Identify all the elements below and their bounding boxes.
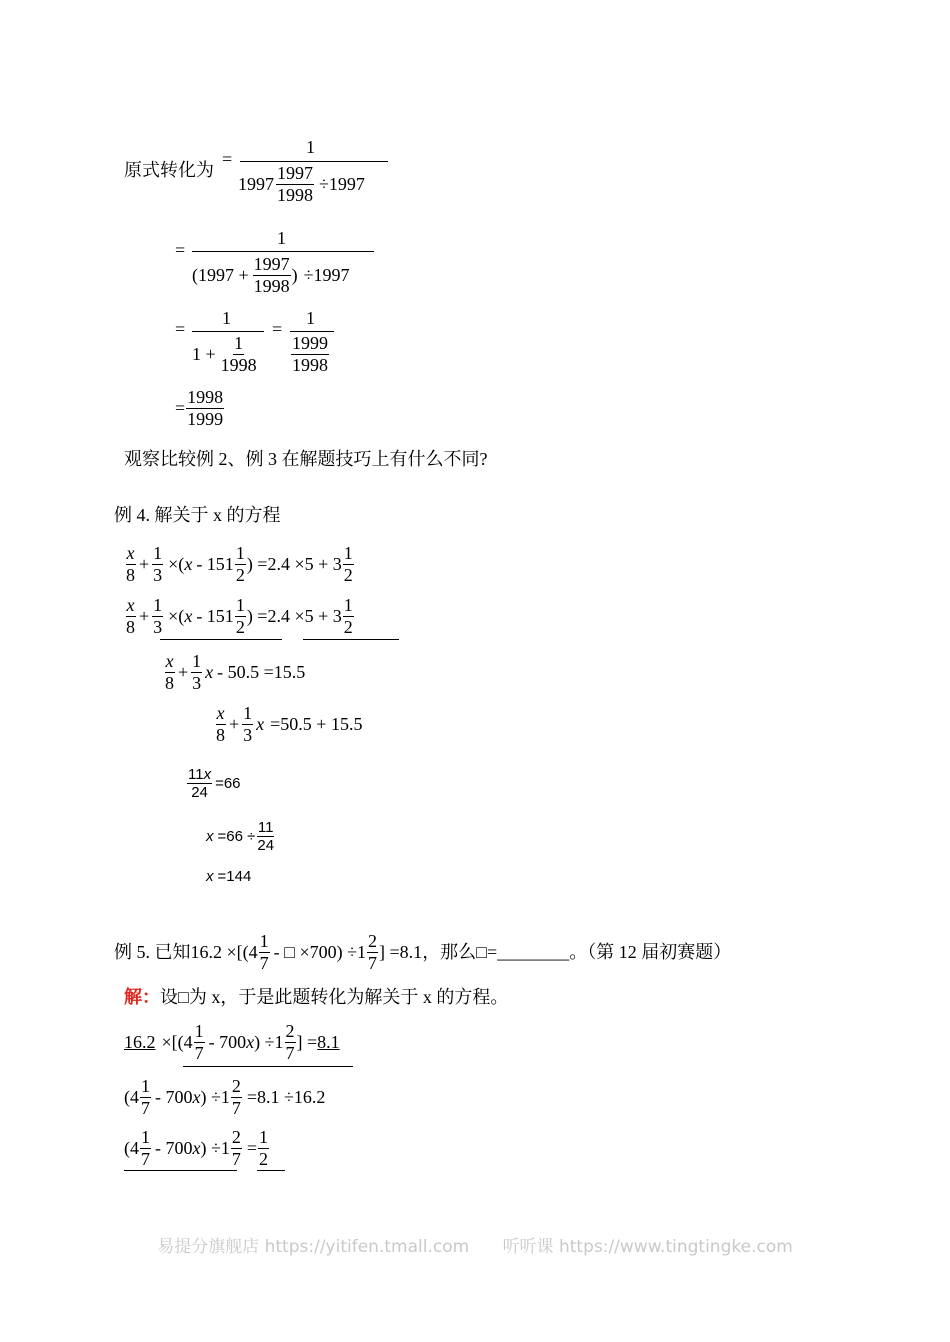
frac-11-24: $\frac{11}{24}$ xyxy=(257,819,275,855)
ex3-f4-denominator xyxy=(290,333,330,375)
frac-1-3: $\frac{1}{3}$ xyxy=(192,651,202,693)
footer-shop-2: 听听课 https://www.tingtingke.com xyxy=(502,1237,793,1257)
ex3-f3-numerator: 1 xyxy=(222,308,231,328)
frac-11x-24: $\frac{11x}{24}$ xyxy=(188,766,212,802)
ex5-underline-bracket xyxy=(183,1066,353,1067)
frac-1-2: $\frac{1}{2}$ xyxy=(259,1127,269,1169)
ex3-f4-bar xyxy=(290,331,334,332)
frac-1999-1998: $\frac{1999}{1998}$ xyxy=(292,333,328,375)
ex3-eq-4: = xyxy=(272,319,283,339)
ex4-line-4: $\frac{x}{8}$ + $\frac{1}{3}$ x =50.5 + 15.5 xyxy=(216,703,363,745)
ex5-line-3: (4 $\frac{1}{7}$ - 700 x ) ÷1 $\frac{2}{7}$ = $\frac{1}{2}$ xyxy=(124,1127,269,1169)
frac-x-8: $\frac{x}{8}$ xyxy=(165,651,174,693)
ex5-underline-right xyxy=(257,1170,285,1171)
ex3-f2-numerator: 1 xyxy=(277,228,286,248)
ex3-f1-denominator xyxy=(238,163,365,205)
frac-1-2: $\frac{1}{2}$ xyxy=(343,543,353,585)
ex3-f4-numerator: 1 xyxy=(306,308,315,328)
whole-1997: 1997 xyxy=(238,174,274,195)
frac-1-7: $\frac{1}{7}$ xyxy=(194,1021,204,1063)
ex5-solution: 解：设□为 x，于是此题转化为解关于 x 的方程。 xyxy=(124,987,509,1007)
frac-1-1998: $\frac{1}{1998}$ xyxy=(220,333,257,375)
ex5-underline-left xyxy=(124,1170,237,1171)
frac-2-7: $\frac{2}{7}$ xyxy=(231,1076,241,1118)
ex3-f3-bar xyxy=(192,331,264,332)
ex4-line-1: $\frac{x}{8}$ + $\frac{1}{3}$ ×( x - 151 $\frac{1}{2}$ ) =2.4 ×5 + 3 $\frac{1}{2}$ xyxy=(126,543,353,585)
ex5-line-1: 16.2 ×[(4 $\frac{1}{7}$ - 700 x ) ÷1 $\frac{2}{7}$ ] = 8.1 xyxy=(124,1021,340,1063)
frac-1-2: $\frac{1}{2}$ xyxy=(343,595,353,637)
ex3-f1-bar xyxy=(240,161,388,162)
frac-1998-1999: $\frac{1998}{1999}$ xyxy=(187,387,224,429)
frac-1997-1998: $\frac{1997}{1998}$ xyxy=(253,254,290,296)
ex4-line-2: $\frac{x}{8}$ + $\frac{1}{3}$ ×( x - 151 $\frac{1}{2}$ ) =2.4 ×5 + 3 $\frac{1}{2}$ xyxy=(126,595,353,637)
ex3-eq-1: = xyxy=(222,149,233,169)
ex4-line-7: x =144 xyxy=(206,868,252,885)
frac-1-3: $\frac{1}{3}$ xyxy=(153,543,163,585)
ex3-f3-denominator: 1 + $\frac{1}{1998}$ xyxy=(192,333,257,375)
frac-1-2: $\frac{1}{2}$ xyxy=(235,543,245,585)
ex4-title: 例 4. 解关于 x 的方程 xyxy=(114,505,281,525)
frac-2-7: $\frac{2}{7}$ xyxy=(285,1021,295,1063)
frac-1997-1998: $\frac{1997}{1998}$ xyxy=(277,163,313,205)
frac-1-2: $\frac{1}{2}$ xyxy=(235,595,245,637)
ex3-f2-denominator: (1997 + $\frac{1997}{1998}$ ) ÷1997 xyxy=(192,254,350,296)
frac-1-7: $\frac{1}{7}$ xyxy=(141,1127,150,1169)
div-1997: ÷1997 xyxy=(319,174,365,195)
ex5-title: 例 5. 已知 16.2 ×[(4 $\frac{1}{7}$ - □ ×700) ÷1 $\frac{2}{7}$ ] =8.1 ，那么□=________。（第 12 届初赛题） xyxy=(114,931,732,973)
frac-x-8: $\frac{x}{8}$ xyxy=(216,703,225,745)
solution-label: 解： xyxy=(124,987,160,1007)
ex3-f2-bar xyxy=(192,251,374,252)
footer xyxy=(0,1232,950,1257)
ex3-f1-numerator: 1 xyxy=(306,137,315,157)
frac-x-8: $\frac{x}{8}$ xyxy=(126,543,135,585)
ex3-eq-3: = xyxy=(175,319,186,339)
ex4-line-3: $\frac{x}{8}$ + $\frac{1}{3}$ x - 50.5 =15.5 xyxy=(165,651,306,693)
ex3-result: = $\frac{1998}{1999}$ xyxy=(175,387,224,429)
ex3-eq-2: = xyxy=(175,240,186,260)
ex4-underline-left xyxy=(160,639,282,640)
ex3-question: 观察比较例 2、例 3 在解题技巧上有什么不同? xyxy=(124,449,488,469)
frac-2-7: $\frac{2}{7}$ xyxy=(368,931,378,973)
frac-1-3: $\frac{1}{3}$ xyxy=(243,703,253,745)
ex4-underline-right xyxy=(303,639,399,640)
frac-1-7: $\frac{1}{7}$ xyxy=(141,1076,150,1118)
ex4-line-5: $\frac{11x}{24}$ =66 xyxy=(188,766,241,802)
frac-x-8: $\frac{x}{8}$ xyxy=(126,595,135,637)
ex5-line-2: (4 $\frac{1}{7}$ - 700 x ) ÷1 $\frac{2}{7}$ =8.1 ÷16.2 xyxy=(124,1076,326,1118)
ex3-intro: 原式转化为 xyxy=(124,160,214,180)
frac-1-3: $\frac{1}{3}$ xyxy=(153,595,163,637)
ex4-line-6: x =66 ÷ $\frac{11}{24}$ xyxy=(206,819,275,855)
frac-2-7: $\frac{2}{7}$ xyxy=(231,1127,241,1169)
frac-1-7: $\frac{1}{7}$ xyxy=(259,931,269,973)
footer-shop-1: 易提分旗舰店 https://yitifen.tmall.com xyxy=(157,1237,470,1257)
